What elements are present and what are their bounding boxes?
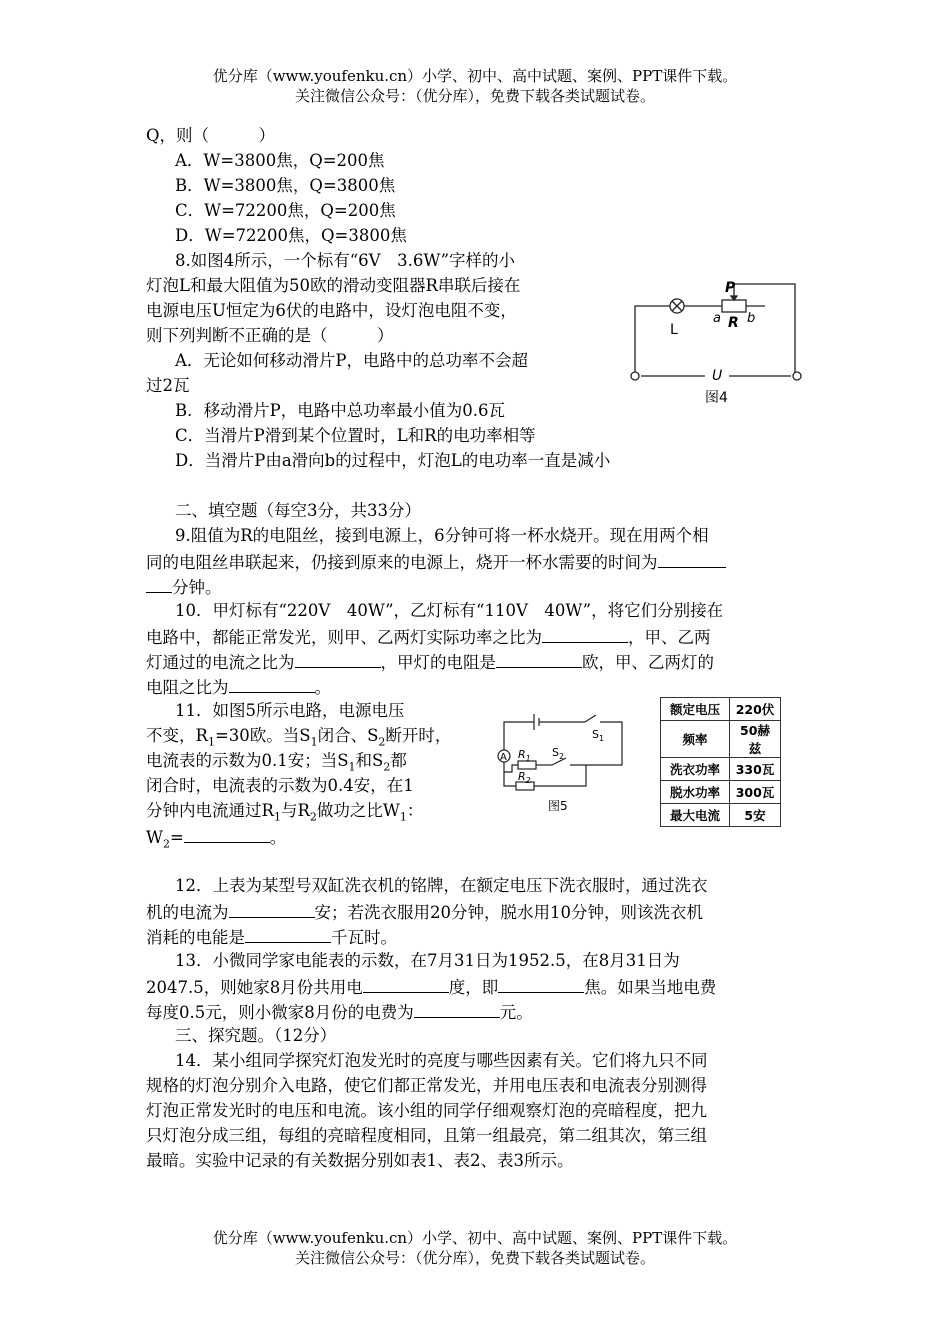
q10-line2a: 电路中，都能正常发光，则甲、乙两灯实际功率之比为 xyxy=(146,628,542,647)
washing-machine-spec-table xyxy=(660,697,781,827)
q12-line3b: 千瓦时。 xyxy=(331,928,397,947)
q10-line4b: 。 xyxy=(314,678,331,697)
q11-sub: 2 xyxy=(378,735,386,749)
fig5-label-a: A xyxy=(500,752,507,763)
q14-line5: 最暗。实验中记录的有关数据分别如表1、表2、表3所示。 xyxy=(146,1151,574,1170)
q7-option-c: C．W=72200焦，Q=200焦 xyxy=(175,201,396,220)
fig5-label-r2-text: R xyxy=(518,770,526,783)
q13-blank-joules xyxy=(498,974,584,993)
page-footer-line2: 关注微信公众号：（优分库），免费下载各类试题试卷。 xyxy=(294,1249,655,1267)
spec-value: 330瓦 xyxy=(730,758,781,781)
spec-value: 220伏 xyxy=(730,698,781,721)
q11-line6b: = xyxy=(169,828,184,847)
q11-line6c: 。 xyxy=(269,828,287,847)
q11-line3a: 电流表的示数为0.1安；当S xyxy=(146,751,349,770)
q14-line3: 灯泡正常发光时的电压和电流。该小组的同学仔细观察灯泡的亮暗程度，把九 xyxy=(146,1101,707,1120)
q11-sub: 1 xyxy=(207,735,215,749)
q10-blank-power-ratio xyxy=(542,624,628,643)
q13-line2b: 度，即 xyxy=(448,978,499,997)
q14-line4: 只灯泡分成三组，每组的亮暗程度相同，且第一组最亮，第二组其次，第三组 xyxy=(146,1126,707,1145)
fig4-label-p: P xyxy=(725,280,736,296)
q12-line3a: 消耗的电能是 xyxy=(146,928,245,947)
q9-blank xyxy=(658,549,726,568)
fig5-label-s2 xyxy=(552,746,564,761)
q12-line1: 12．上表为某型号双缸洗衣机的铭牌，在额定电压下洗衣服时，通过洗衣 xyxy=(175,876,708,895)
spec-key: 洗衣功率 xyxy=(661,758,730,781)
section-2-title: 二、填空题（每空3分，共33分） xyxy=(175,501,421,520)
q7-option-d: D．W=72200焦，Q=3800焦 xyxy=(175,226,407,245)
q9-line3: 分钟。 xyxy=(172,578,222,597)
q8-option-a2: 过2瓦 xyxy=(146,376,190,395)
spec-value: 300瓦 xyxy=(730,781,781,804)
q11-line2a: 不变，R xyxy=(146,726,208,745)
fig4-label-b: b xyxy=(747,311,756,326)
fig5-label-r1-text: R xyxy=(518,748,526,761)
q11-line5a: 分钟内电流通过R xyxy=(146,801,274,820)
q10-line3c: 欧，甲、乙两灯的 xyxy=(582,653,714,672)
q11-sub: 1 xyxy=(273,810,281,824)
q13-line2a: 2047.5，则她家8月份共用电 xyxy=(146,978,363,997)
table-row xyxy=(661,698,781,721)
q11-line3c: 都 xyxy=(390,751,407,770)
q11-line2b: =30欧。当S xyxy=(214,726,311,745)
q11-line2c: 闭合、S xyxy=(317,726,379,745)
q12-blank-energy xyxy=(245,924,331,943)
q12-blank-current xyxy=(229,899,315,918)
fig5-label-r2 xyxy=(518,770,531,785)
q13-line1: 13．小微同学家电能表的示数，在7月31日为1952.5，在8月31日为 xyxy=(175,951,680,970)
spec-value: 50赫兹 xyxy=(730,721,781,758)
q11-sub: 2 xyxy=(309,810,317,824)
q11-sub: 1 xyxy=(348,760,356,774)
fig4-label-a: a xyxy=(713,311,721,326)
q8-option-d: D．当滑片P由a滑向b的过程中，灯泡L的电功率一直是减小 xyxy=(175,451,611,470)
q11-blank-work-ratio xyxy=(184,824,270,843)
page-footer-line1: 优分库（www.youfenku.cn）小学、初中、高中试题、案例、PPT课件下载。 xyxy=(212,1229,738,1247)
q9-line1: 9.阻值为R的电阻丝，接到电源上，6分钟可将一杯水烧开。现在用两个相 xyxy=(175,526,709,545)
q10-blank-current-ratio xyxy=(295,649,381,668)
q8-line1: 8.如图4所示，一个标有“6V 3.6W”字样的小 xyxy=(175,251,516,270)
q11-line5c: 做功之比W xyxy=(316,801,400,820)
fig5-label-s1 xyxy=(592,728,604,743)
q10-line4a: 电阻之比为 xyxy=(146,678,229,697)
q11-sub: 1 xyxy=(310,735,318,749)
q12-line2a: 机的电流为 xyxy=(146,903,229,922)
q9-line2: 同的电阻丝串联起来，仍接到原来的电源上，烧开一杯水需要的时间为 xyxy=(146,553,658,572)
q14-line2: 规格的灯泡分别介入电路，使它们都正常发光，并用电压表和电流表分别测得 xyxy=(146,1076,707,1095)
q8-option-c: C．当滑片P滑到某个位置时，L和R的电功率相等 xyxy=(175,426,536,445)
q11-line1: 11．如图5所示电路，电源电压 xyxy=(175,701,405,720)
fig4-label-r: R xyxy=(728,315,739,331)
figure-5-circuit xyxy=(490,700,630,820)
spec-key: 脱水功率 xyxy=(661,781,730,804)
q11-sub: 2 xyxy=(162,837,170,851)
fig5-sub: 2 xyxy=(558,752,565,761)
q13-blank-cost xyxy=(414,999,500,1018)
q11-line3b: 和S xyxy=(355,751,384,770)
fig5-label-r1 xyxy=(518,748,531,763)
q11-line6a: W xyxy=(146,828,163,847)
q13-line2c: 焦。如果当地电费 xyxy=(584,978,717,997)
q10-blank-resistance-ratio xyxy=(229,674,315,693)
q11-line2d: 断开时， xyxy=(385,726,452,745)
q11-line4: 闭合时，电流表的示数为0.4安，在1 xyxy=(146,776,414,795)
q11-sub: 1 xyxy=(399,810,407,824)
q11-sub: 2 xyxy=(383,760,391,774)
q7-option-a: A．W=3800焦，Q=200焦 xyxy=(175,151,385,170)
spec-key: 额定电压 xyxy=(661,698,730,721)
q10-blank-resistance xyxy=(496,649,582,668)
q10-line3b: ，甲灯的电阻是 xyxy=(380,653,496,672)
q8-line2: 灯泡L和最大阻值为50欧的滑动变阻器R串联后接在 xyxy=(146,276,521,295)
q8-line4: 则下列判断不正确的是（ ） xyxy=(146,326,394,345)
table-row xyxy=(661,781,781,804)
table-row xyxy=(661,758,781,781)
table-row xyxy=(661,721,781,758)
q8-option-b: B．移动滑片P，电路中总功率最小值为0.6瓦 xyxy=(175,401,505,420)
spec-value: 5安 xyxy=(730,804,781,827)
q10-line3a: 灯通过的电流之比为 xyxy=(146,653,295,672)
q12-line2b: 安；若洗衣服用20分钟，脱水用10分钟，则该洗衣机 xyxy=(314,903,703,922)
fig5-sub: 1 xyxy=(525,754,531,763)
q8-line3: 电源电压U恒定为6伏的电路中，设灯泡电阻不变， xyxy=(146,301,517,320)
q13-line3a: 每度0.5元，则小微家8月份的电费为 xyxy=(146,1003,414,1022)
fig5-label-s2-text: S xyxy=(552,746,559,759)
fig5-sub: 1 xyxy=(598,734,605,743)
spec-key: 频率 xyxy=(661,721,730,758)
spec-key: 最大电流 xyxy=(661,804,730,827)
fig4-caption: 图4 xyxy=(705,390,728,406)
page-header-line1: 优分库（www.youfenku.cn）小学、初中、高中试题、案例、PPT课件下载。 xyxy=(212,67,738,85)
q13-line3b: 元。 xyxy=(499,1003,533,1022)
q8-option-a1: A．无论如何移动滑片P，电路中的总功率不会超 xyxy=(175,351,529,370)
fig5-caption: 图5 xyxy=(548,799,568,813)
page-header-line2: 关注微信公众号：（优分库），免费下载各类试题试卷。 xyxy=(294,87,655,105)
q13-blank-kwh xyxy=(363,974,449,993)
q10-line2b: ，甲、乙两 xyxy=(628,628,711,647)
table-row xyxy=(661,804,781,827)
figure-4-circuit xyxy=(625,272,815,412)
fig4-label-l: L xyxy=(670,322,678,338)
section-3-title: 三、探究题。（12分） xyxy=(175,1026,337,1045)
q11-line5b: 与R xyxy=(280,801,310,820)
q7-tail: Q，则（ ） xyxy=(146,126,276,145)
q7-option-b: B．W=3800焦，Q=3800焦 xyxy=(175,176,396,195)
q11-line5d: ： xyxy=(406,801,424,820)
q9-blank-cont xyxy=(146,574,172,593)
fig4-label-u: U xyxy=(712,368,723,384)
q10-line1: 10．甲灯标有“220V 40W”，乙灯标有“110V 40W”，将它们分别接在 xyxy=(175,601,724,620)
q14-line1: 14．某小组同学探究灯泡发光时的亮度与哪些因素有关。它们将九只不同 xyxy=(175,1051,708,1070)
fig5-sub: 2 xyxy=(525,776,531,785)
fig5-label-s1-text: S xyxy=(592,728,599,741)
